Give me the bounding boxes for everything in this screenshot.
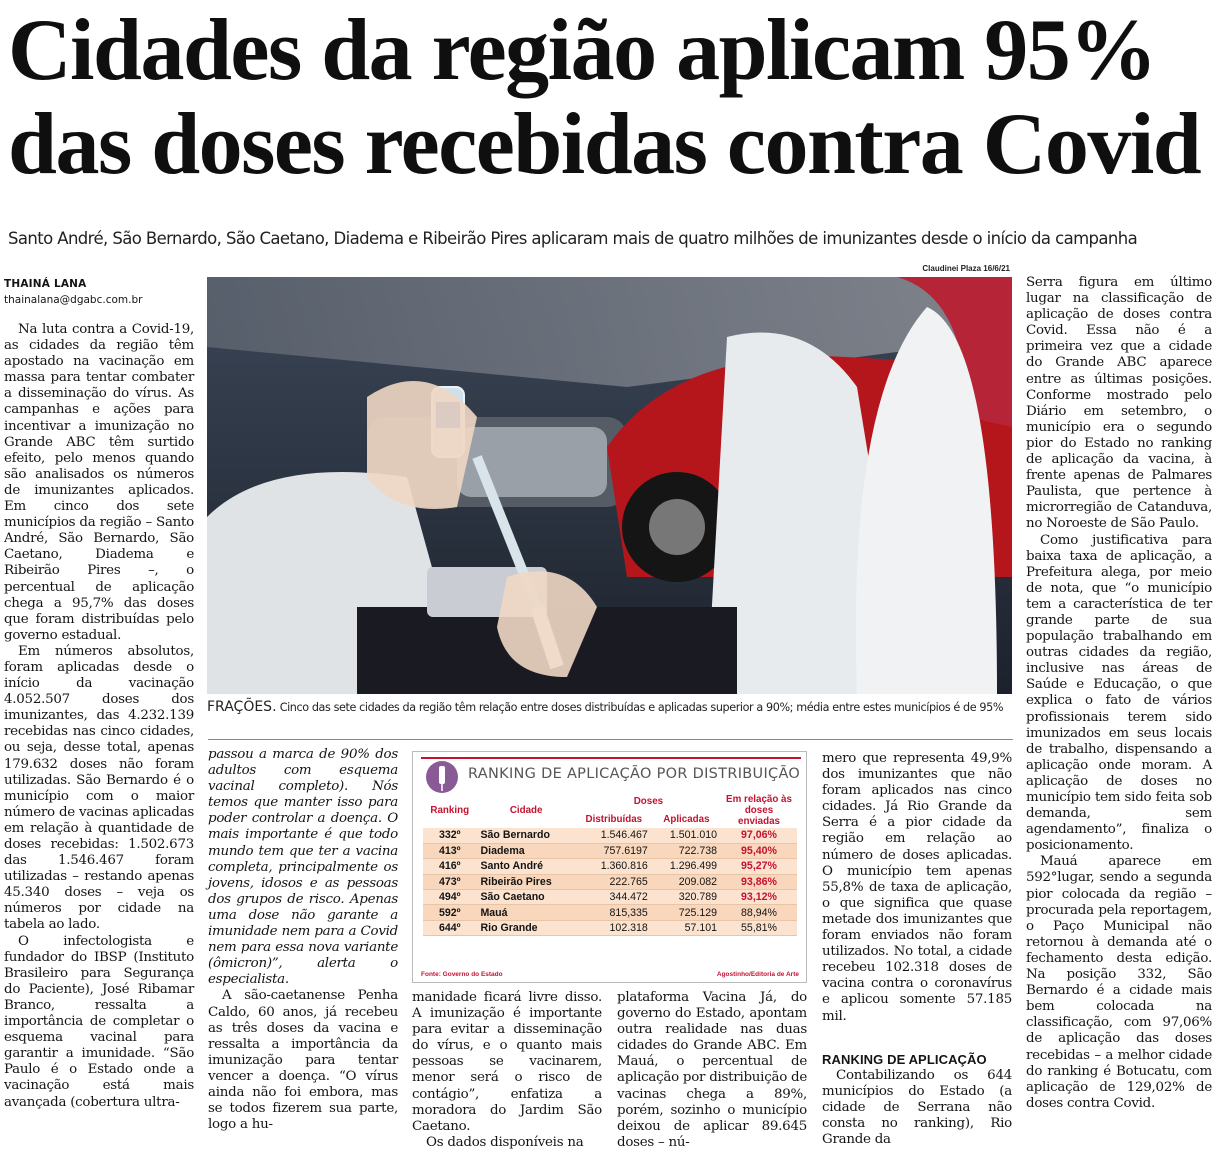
- cell-percent: 93,86%: [721, 874, 797, 889]
- cell-percent: 95,27%: [721, 859, 797, 874]
- paragraph: O infectologista e fundador do IBSP (Instituto Brasileiro para Segurança do Paciente), José Ribamar Branco, ressalta a importância de completar o esquema vacinal para garantir a imunidade. “São Paulo é o Estado onde a vacinação está mais avançada (cobertura ultra-: [4, 933, 194, 1110]
- cell-city: São Bernardo: [476, 828, 575, 843]
- cell-city: São Caetano: [476, 890, 575, 905]
- cell-applied: 1.501.010: [652, 828, 721, 843]
- paragraph: Serra figura em último lugar na classificação de aplicação de doses contra Covid. Essa não é a primeira vez que a cidade do Grande ABC aparece entre as últimas posições. Conforme mostrado pelo Diário em setembro, o município era o segundo pior do Estado no ranking de aplicação da vacina, à frente apenas de Palmares Paulista, que pertence à microrregião de Catanduva, no Noroeste de São Paulo.: [1026, 275, 1212, 532]
- author-name: THAINÁ LANA: [4, 278, 87, 290]
- cell-rank: 494º: [423, 890, 476, 905]
- article-column-6: [1026, 275, 1212, 1112]
- paragraph: Os dados disponíveis na: [426, 1134, 584, 1150]
- cell-city: Rio Grande: [476, 920, 575, 935]
- paragraph: A são-caetanense Penha Caldo, 60 anos, já recebeu as três doses da vacina e ressalta a importância da imunização para tentar vencer a doença. “O vírus ainda não foi embora, mas se todos fizerem sua parte, logo a hu-: [208, 988, 398, 1133]
- cell-rank: 413º: [423, 843, 476, 858]
- cell-rank: 644º: [423, 920, 476, 935]
- article-column-2: [208, 747, 398, 1133]
- photo-caption: [207, 699, 1012, 715]
- table-row: [423, 920, 797, 935]
- cell-percent: 97,06%: [721, 828, 797, 843]
- paragraph: plataforma Vacina Já, do governo do Estado, apontam outra realidade nas duas cidades do Grande ABC. Em Mauá, o percentual de aplicação por distribuição de vacinas chega a 89%, porém, sozinho o município deixou de aplicar 89.645 doses – nú-: [617, 990, 808, 1150]
- graphic-top-rule: [421, 757, 801, 759]
- photo-credit: Claudinei Plaza 16/6/21: [922, 264, 1010, 273]
- article-column-3: [412, 990, 602, 1151]
- article-column-1: [4, 322, 194, 1111]
- paragraph: manidade ficará livre disso. A imunização é importante para evitar a disseminação do vírus, e o quanto mais pessoas se vacinarem, menor será o risco de contágio”, enfatiza a moradora do Jardim São Caetano.: [412, 990, 602, 1134]
- paragraph: Como justificativa para baixa taxa de aplicação, a Prefeitura alega, por meio de nota, que “o município tem a característica de ter grande parte de sua população trabalhando em outras cidades da região, inclusive nas áreas de Saúde e Educação, o que explica o fato de vários profissionais terem sido imunizados em seus locais de trabalho, dispensando a aplicação onde moram. A aplicação de doses no município tem sido feita sob demanda, sem agendamento”, finaliza o posicionamento.: [1026, 532, 1212, 854]
- cell-distributed: 344.472: [576, 890, 652, 905]
- table-row: [423, 890, 797, 905]
- photo-vaccination: [207, 277, 1012, 694]
- cell-applied: 722.738: [652, 843, 721, 858]
- art-credit: Agostinho/Editoria de Arte: [716, 971, 799, 978]
- cell-distributed: 757.6197: [576, 843, 652, 858]
- cell-city: Ribeirão Pires: [476, 874, 575, 889]
- article-column-5: [822, 751, 1012, 1025]
- article-column-5b: [822, 1068, 1012, 1148]
- source-note: Fonte: Governo do Estado: [421, 971, 503, 978]
- ranking-table: [423, 793, 797, 936]
- header-distribuidas: Distribuídas: [576, 811, 652, 829]
- paragraph: Na luta contra a Covid-19, as cidades da região têm apostado na vacinação em massa para tentar combater a disseminação do vírus. As campanhas e ações para incentivar a imunização no Grande ABC têm surtido efeito, pelo menos quando são analisados os números de imunizantes aplicados. Em cinco dos sete municípios da região – Santo André, São Bernardo, São Caetano, Diadema e Ribeirão Pires –, o percentual de aplicação chega a 95,7% das doses que foram distribuídas pelo governo estadual.: [4, 322, 194, 643]
- cell-city: Mauá: [476, 905, 575, 920]
- paragraph: Contabilizando os 644 municípios do Estado (a cidade de Serrana não consta no ranking), Rio Grande da: [822, 1068, 1012, 1148]
- graphic-title: RANKING DE APLICAÇÃO POR DISTRIBUIÇÃO: [468, 766, 801, 782]
- header-ranking: Ranking: [423, 793, 476, 828]
- table-row: [423, 828, 797, 843]
- cell-percent: 55,81%: [721, 920, 797, 935]
- cell-distributed: 222.765: [576, 874, 652, 889]
- table-row: [423, 874, 797, 889]
- header-aplicadas: Aplicadas: [652, 811, 721, 829]
- cell-distributed: 815,335: [576, 905, 652, 920]
- cell-rank: 473º: [423, 874, 476, 889]
- syringe-icon: [425, 760, 463, 794]
- cell-applied: 57.101: [652, 920, 721, 935]
- caption-text: Cinco das sete cidades da região têm relação entre doses distribuídas e aplicadas superior a 90%; média entre estes municípios é de 95%: [279, 701, 1004, 714]
- photo-illustration: [207, 277, 1012, 694]
- cell-applied: 725.129: [652, 905, 721, 920]
- cell-percent: 93,12%: [721, 890, 797, 905]
- cell-applied: 1.296.499: [652, 859, 721, 874]
- caption-lead: FRAÇÕES.: [207, 699, 277, 715]
- byline: [4, 278, 200, 306]
- author-email[interactable]: thainalana@dgabc.com.br: [4, 294, 143, 306]
- cell-percent: 88,94%: [721, 905, 797, 920]
- section-divider: [208, 739, 1013, 740]
- header-cidade: Cidade: [476, 793, 575, 828]
- cell-rank: 416º: [423, 859, 476, 874]
- article-column-4: [617, 990, 807, 1151]
- table-row: [423, 843, 797, 858]
- cell-city: Santo André: [476, 859, 575, 874]
- cell-applied: 209.082: [652, 874, 721, 889]
- cell-applied: 320.789: [652, 890, 721, 905]
- header-doses: Doses: [576, 793, 721, 811]
- paragraph: mero que representa 49,9% dos imunizantes que não foram aplicados nas cinco cidades. Já Rio Grande da Serra é a pior cidade da região em relação ao número de doses aplicadas. O município tem apenas 55,8% de taxa de aplicação, o que significa que quase metade dos imunizantes que foram enviados não foram utilizados. No total, a cidade recebeu 102.318 doses de vacina contra o coronavírus e aplicou somente 57.185 mil.: [822, 751, 1012, 1024]
- cell-distributed: 1.360.816: [576, 859, 652, 874]
- cell-rank: 332º: [423, 828, 476, 843]
- cell-distributed: 1.546.467: [576, 828, 652, 843]
- paragraph: Em números absolutos, foram aplicadas desde o início da vacinação 4.052.507 doses dos imunizantes, das 4.232.139 recebidas nas cinco cidades, ou seja, desse total, apenas 179.632 doses não foram utilizadas. São Bernardo é o município com o maior número de vacinas aplicadas em relação à quantidade de doses recebidas: 1.502.673 das 1.546.467 foram utilizadas – restando apenas 45.340 doses – veja os números por cidade na tabela ao lado.: [4, 643, 194, 933]
- headline: Cidades da região aplicam 95% das doses recebidas contra Covid: [8, 2, 1201, 193]
- paragraph: Mauá aparece em 592°lugar, sendo a segunda pior colocada da região – procurada pela reportagem, o Paço Municipal não retornou à demanda até o fechamento desta edição. Na posição 332, São Bernardo é a cidade mais bem colocada na classificação, com 97,06% de aplicação das doses recebidas – a melhor cidade do ranking é Botucatu, com aplicação de 129,02% de doses contra Covid.: [1026, 854, 1212, 1111]
- table-row: [423, 859, 797, 874]
- ranking-table-graphic: [412, 751, 807, 983]
- cell-distributed: 102.318: [576, 920, 652, 935]
- section-subhead: RANKING DE APLICAÇÃO: [822, 1052, 987, 1067]
- table-row: [423, 905, 797, 920]
- graphic-footer: [421, 971, 799, 978]
- paragraph: passou a marca de 90% dos adultos com esquema vacinal completo). Nós temos que manter isso para poder controlar a doença. O mais importante é que todo mundo tem que ter a vacina completa, principalmente os jovens, idosos e as pessoas dos grupos de risco. Apenas uma dose não garante a imunidade nem para a Covid nem para essa nova variante (ômicron)”, alerta o especialista.: [208, 747, 398, 988]
- header-relacao: Em relação às doses enviadas: [721, 793, 797, 828]
- deck-subtitle: Santo André, São Bernardo, São Caetano, Diadema e Ribeirão Pires aplicaram mais de quatro milhões de imunizantes desde o início da campanha: [8, 229, 1138, 248]
- cell-city: Diadema: [476, 843, 575, 858]
- cell-rank: 592º: [423, 905, 476, 920]
- cell-percent: 95,40%: [721, 843, 797, 858]
